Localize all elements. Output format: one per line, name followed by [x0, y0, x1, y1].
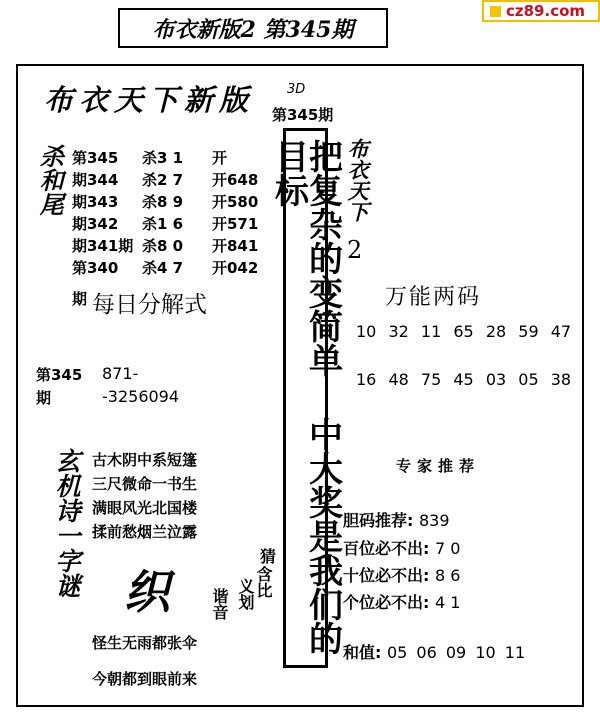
bai-line	[343, 536, 460, 559]
row-period: 期341期	[72, 236, 134, 255]
bai-value: 7 0	[434, 539, 461, 558]
sum-line	[343, 640, 525, 663]
shi-label: 十位必不出:	[343, 566, 430, 585]
table-row	[72, 256, 282, 278]
verse-line-1: 怪生无雨都张伞	[92, 634, 198, 652]
row-open: 开	[212, 148, 228, 167]
header-title: 布衣新版2 第345期	[152, 16, 354, 43]
center-slogan: 把复杂的变简单 中大奖是我们的目标	[268, 139, 343, 655]
period-suffix: 期	[72, 290, 88, 308]
pair-number: 65	[453, 322, 474, 341]
pair-number: 47	[550, 322, 572, 341]
logo-text: cz89.com	[506, 2, 586, 20]
row-kill: 杀4 7	[142, 258, 184, 277]
pair-number: 75	[420, 370, 442, 389]
pair-number: 48	[388, 370, 409, 389]
poem-line: 满眼风光北国楼	[92, 499, 198, 517]
dan-line	[343, 508, 450, 531]
sum-values: 05 06 09 10 11	[386, 643, 526, 662]
riddle-character: 织	[124, 565, 170, 619]
row-open: 开580	[212, 192, 259, 211]
pair-number: 05	[518, 370, 539, 389]
row-period: 第345	[72, 148, 119, 167]
pair-number: 16	[356, 370, 377, 389]
row-kill: 杀3 1	[142, 148, 184, 167]
row-open: 开042	[212, 258, 259, 277]
pair-number: 11	[420, 322, 442, 341]
decomp-value-1: 871-	[102, 364, 139, 383]
poem-line: 古木阴中系短篷	[92, 451, 198, 469]
decomp-label-2: 期	[36, 389, 52, 407]
shi-line	[343, 563, 460, 586]
site-logo[interactable]	[482, 0, 600, 22]
history-table	[72, 146, 282, 278]
bai-label: 百位必不出:	[343, 539, 430, 558]
pair-number: 32	[388, 322, 409, 341]
ge-label: 个位必不出:	[343, 593, 430, 612]
table-row	[72, 190, 282, 212]
pair-number: 10	[356, 322, 377, 341]
row-open: 开571	[212, 214, 259, 233]
issue-number: 第345期	[272, 106, 334, 124]
hint-homophone: 谐音	[210, 588, 229, 620]
row-period: 期343	[72, 192, 119, 211]
hint-guess: 猜	[260, 547, 277, 566]
row-period: 第340	[72, 258, 119, 277]
right-title: 布衣天下	[345, 138, 371, 222]
pair-number: 59	[518, 322, 539, 341]
row-kill: 杀2 7	[142, 170, 184, 189]
decomp-label-1: 第345	[36, 366, 83, 384]
decomp-value-2: -3256094	[102, 387, 180, 406]
table-row	[72, 168, 282, 190]
hint-meaning: 义划	[236, 578, 255, 610]
tag-3d: 3D	[287, 82, 306, 97]
expert-title: 专家推荐	[396, 457, 481, 475]
wanneng-row-1	[356, 322, 571, 341]
table-row	[72, 146, 282, 168]
pair-number: 45	[453, 370, 474, 389]
table-row	[72, 234, 282, 256]
row-kill: 杀1 6	[142, 214, 184, 233]
poem	[92, 448, 197, 544]
dan-label: 胆码推荐:	[343, 511, 414, 530]
wanneng-title: 万能两码	[385, 285, 482, 310]
hint-compare: 含比	[254, 566, 273, 598]
row-open: 开841	[212, 236, 259, 255]
row-kill: 杀8 9	[142, 192, 184, 211]
pair-number: 38	[550, 370, 572, 389]
verse-line-2: 今朝都到眼前来	[92, 670, 198, 688]
row-period: 期344	[72, 170, 119, 189]
dan-value: 839	[418, 511, 450, 530]
main-title: 布衣天下新版	[44, 83, 255, 117]
logo-square-icon	[490, 6, 501, 17]
row-open: 开648	[212, 170, 259, 189]
poem-line: 三尺微命一书生	[92, 475, 198, 493]
pair-number: 03	[485, 370, 507, 389]
poem-line: 揉前愁烟兰泣露	[92, 523, 198, 541]
center-slogan-box	[268, 128, 343, 668]
pair-number: 28	[485, 322, 507, 341]
sum-label: 和值:	[343, 643, 382, 662]
row-kill: 杀8 0	[142, 236, 184, 255]
wanneng-row-2	[356, 370, 571, 389]
header-title-box	[118, 8, 388, 48]
daily-decomp-title: 每日分解式	[92, 292, 207, 318]
kill-label: 杀和尾	[35, 144, 65, 216]
table-row	[72, 212, 282, 234]
shi-value: 8 6	[434, 566, 461, 585]
ge-line	[343, 590, 460, 613]
poem-title: 玄机诗一字谜	[52, 448, 81, 598]
ge-value: 4 1	[434, 593, 461, 612]
row-period: 期342	[72, 214, 119, 233]
right-title-number: 2	[347, 236, 363, 264]
